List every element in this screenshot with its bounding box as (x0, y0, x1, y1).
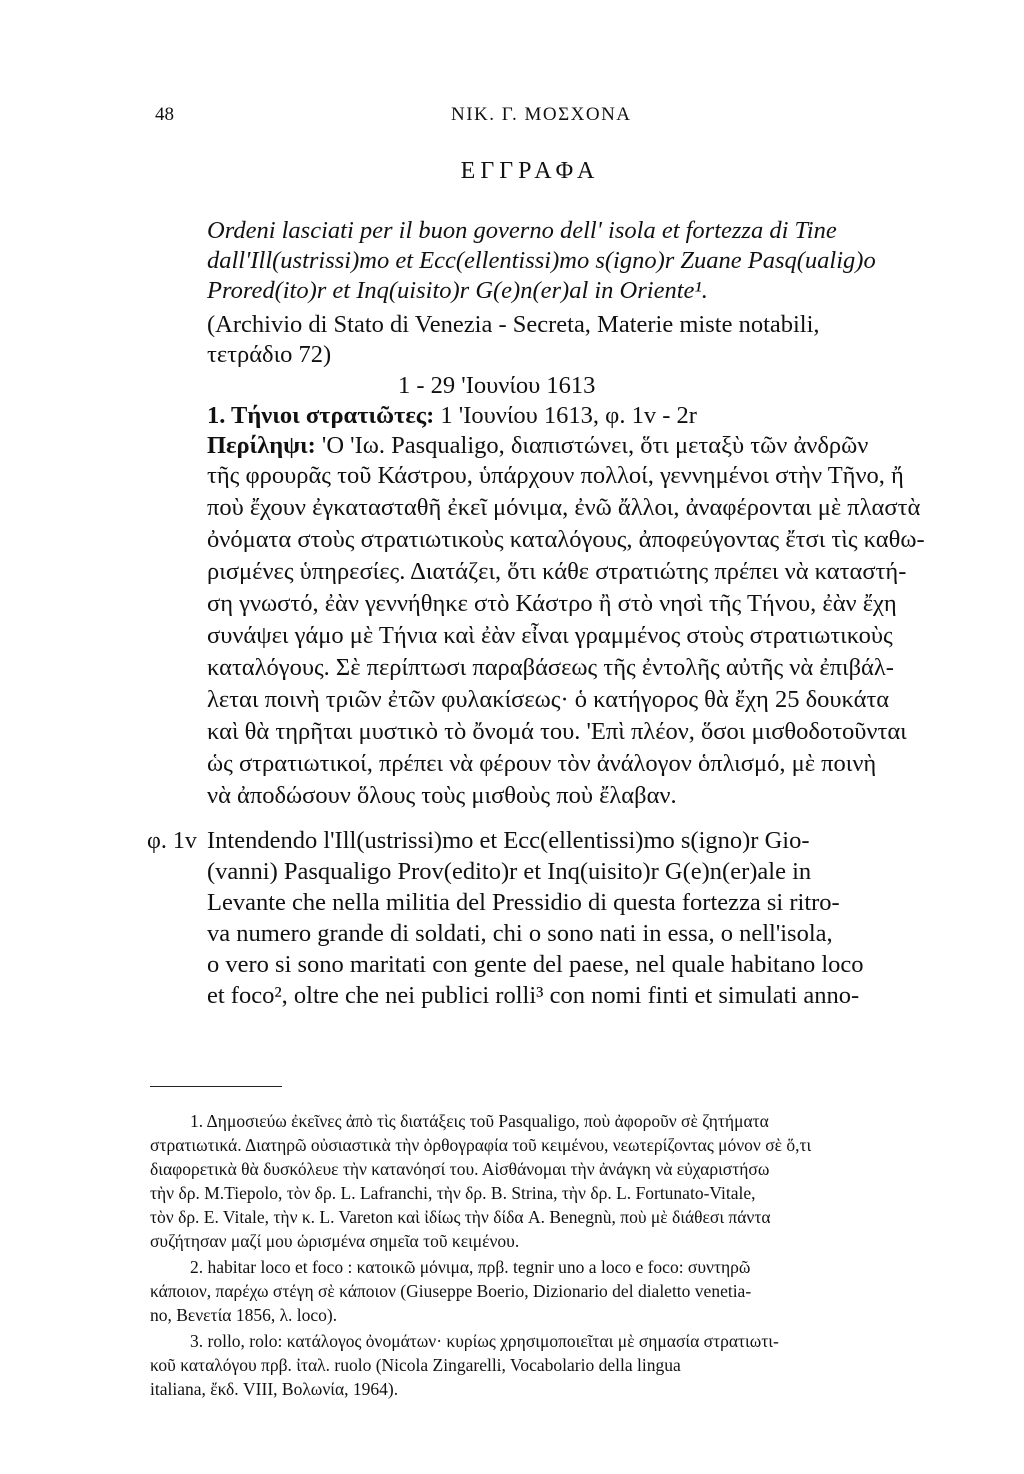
italian-text-line: Levante che nella militia del Pressidio di questa fortezza si ritro- (207, 889, 840, 916)
summary-line: ρισμένες ὑπηρεσίες. Διατάζει, ὅτι κάθε στρατιώτης πρέπει νὰ καταστή- (207, 558, 907, 585)
footnote-line: διαφορετικὰ θὰ δυσκόλευε τὴν κατανόησί του. Αἰσθάνομαι τὴν ἀνάγκη νὰ εὐχαριστήσω (150, 1159, 770, 1179)
summary-line: καταλόγους. Σὲ περίπτωσι παραβάσεως τῆς ἐντολῆς αὐτῆς νὰ ἐπιβάλ- (207, 654, 894, 681)
item-heading (207, 401, 697, 431)
archive-reference: τετράδιο 72) (207, 341, 332, 368)
italian-text-line: va numero grande di soldati, chi o sono nati in essa, o nell'isola, (207, 920, 833, 947)
footnote-line: κοῦ καταλόγου πρβ. ἰταλ. ruolo (Nicola Zingarelli, Vocabolario della lingua (150, 1355, 681, 1375)
italian-text-line: (vanni) Pasqualigo Prov(edito)r et Inq(uisito)r G(e)n(er)ale in (207, 858, 812, 885)
summary-line: λεται ποινὴ τριῶν ἐτῶν φυλακίσεως· ὁ κατήγορος θὰ ἔχη 25 δουκάτα (207, 686, 890, 713)
summary-line: ὀνόματα στοὺς στρατιωτικοὺς καταλόγους, ἀποφεύγοντας ἔτσι τὶς καθω- (207, 526, 925, 553)
italian-text-line: Intendendo l'Ill(ustrissi)mo et Ecc(ellentissi)mo s(igno)r Gio- (207, 827, 810, 854)
section-title: ΕΓΓΡΑΦΑ (460, 158, 600, 184)
footnote-line: 1. Δημοσιεύω ἐκεῖνες ἀπὸ τὶς διατάξεις τοῦ Pasqualigo, ποὺ ἀφοροῦν σὲ ζητήματα (190, 1111, 769, 1131)
italian-text-line: o vero si sono maritati con gente del paese, nel quale habitano loco (207, 951, 864, 978)
footnote-line: συζήτησαν μαζί μου ὡρισμένα σημεῖα τοῦ κειμένου. (150, 1231, 520, 1251)
summary-line: τῆς φρουρᾶς τοῦ Κάστρου, ὑπάρχουν πολλοί, γεννημένοι στὴν Τῆνο, ἤ (207, 462, 904, 489)
running-head: ΝΙΚ. Γ. ΜΟΣΧΟΝΑ (451, 104, 632, 125)
footnote-line: τὸν δρ. E. Vitale, τὴν κ. L. Vareton καὶ ἰδίως τὴν δίδα A. Benegnù, ποὺ μὲ διάθεσι πάντα (150, 1207, 771, 1227)
summary-text: 'Ο 'Ιω. Pasqualigo, διαπιστώνει, ὅτι μεταξὺ τῶν ἀνδρῶν (321, 432, 869, 459)
archive-reference: (Archivio di Stato di Venezia - Secreta, Materie miste notabili, (207, 311, 820, 338)
footnote-line: no, Βενετία 1856, λ. loco). (150, 1305, 338, 1325)
summary-line: νὰ ἀποδώσουν ὅλους τοὺς μισθοὺς ποὺ ἔλαβαν. (207, 782, 677, 809)
date-line: 1 - 29 'Ιουνίου 1613 (398, 372, 596, 399)
page-number: 48 (155, 104, 174, 125)
item-detail: 1 'Ιουνίου 1613, φ. 1v - 2r (440, 402, 697, 429)
folio-marker: φ. 1v (147, 828, 197, 854)
summary-line: συνάψει γάμο μὲ Τήνια καὶ ἐὰν εἶναι γραμμένος στοὺς στρατιωτικοὺς (207, 622, 893, 649)
summary-line: ση γνωστό, ἐὰν γεννήθηκε στὸ Κάστρο ἢ στὸ νησὶ τῆς Τήνου, ἐὰν ἔχη (207, 590, 897, 617)
footnote-line: 3. rollo, rolo: κατάλογος ὀνομάτων· κυρίως χρησιμοποιεῖται μὲ σημασία στρατιωτι- (190, 1331, 779, 1351)
footnote-line: στρατιωτικά. Διατηρῶ οὐσιαστικὰ τὴν ὀρθογραφία τοῦ κειμένου, νεωτερίζοντας μόνον σὲ ὅ,τι (150, 1135, 812, 1155)
summary-label: Περίληψι: (207, 432, 316, 459)
summary-first-line (207, 431, 868, 461)
item-title: 1. Τήνιοι στρατιῶτες: (207, 402, 435, 429)
summary-line: καὶ θὰ τηρῆται μυστικὸ τὸ ὄνομά του. 'Επὶ πλέον, ὅσοι μισθοδοτοῦνται (207, 718, 907, 745)
footnote-divider (150, 1086, 282, 1087)
doc-title-line: dall'Ill(ustrissi)mo et Ecc(ellentissi)mo s(igno)r Zuane Pasq(ualig)o (207, 247, 876, 274)
summary-line: ποὺ ἔχουν ἐγκατασταθῆ ἐκεῖ μόνιμα, ἐνῶ ἄλλοι, ἀναφέρονται μὲ πλαστὰ (207, 494, 921, 521)
footnote-line: 2. habitar loco et foco : κατοικῶ μόνιμα, πρβ. tegnir uno a loco e foco: συντηρῶ (190, 1257, 751, 1277)
footnote-line: τὴν δρ. M.Tiepolo, τὸν δρ. L. Lafranchi, τὴν δρ. B. Strina, τὴν δρ. L. Fortunato-Vitale, (150, 1183, 756, 1203)
summary-line: ὡς στρατιωτικοί, πρέπει νὰ φέρουν τὸν ἀνάλογον ὁπλισμό, μὲ ποινὴ (207, 750, 877, 777)
doc-title-line: Prored(ito)r et Inq(uisito)r G(e)n(er)al in Oriente¹. (207, 277, 708, 304)
doc-title-line: Ordeni lasciati per il buon governo dell' isola et fortezza di Tine (207, 217, 837, 244)
footnote-line: italiana, ἔκδ. VIII, Βολωνία, 1964). (150, 1379, 399, 1399)
italian-text-line: et foco², oltre che nei publici rolli³ con nomi finti et simulati anno- (207, 982, 860, 1009)
footnote-line: κάποιον, παρέχω στέγη σὲ κάποιον (Giuseppe Boerio, Dizionario del dialetto venetia- (150, 1281, 752, 1301)
